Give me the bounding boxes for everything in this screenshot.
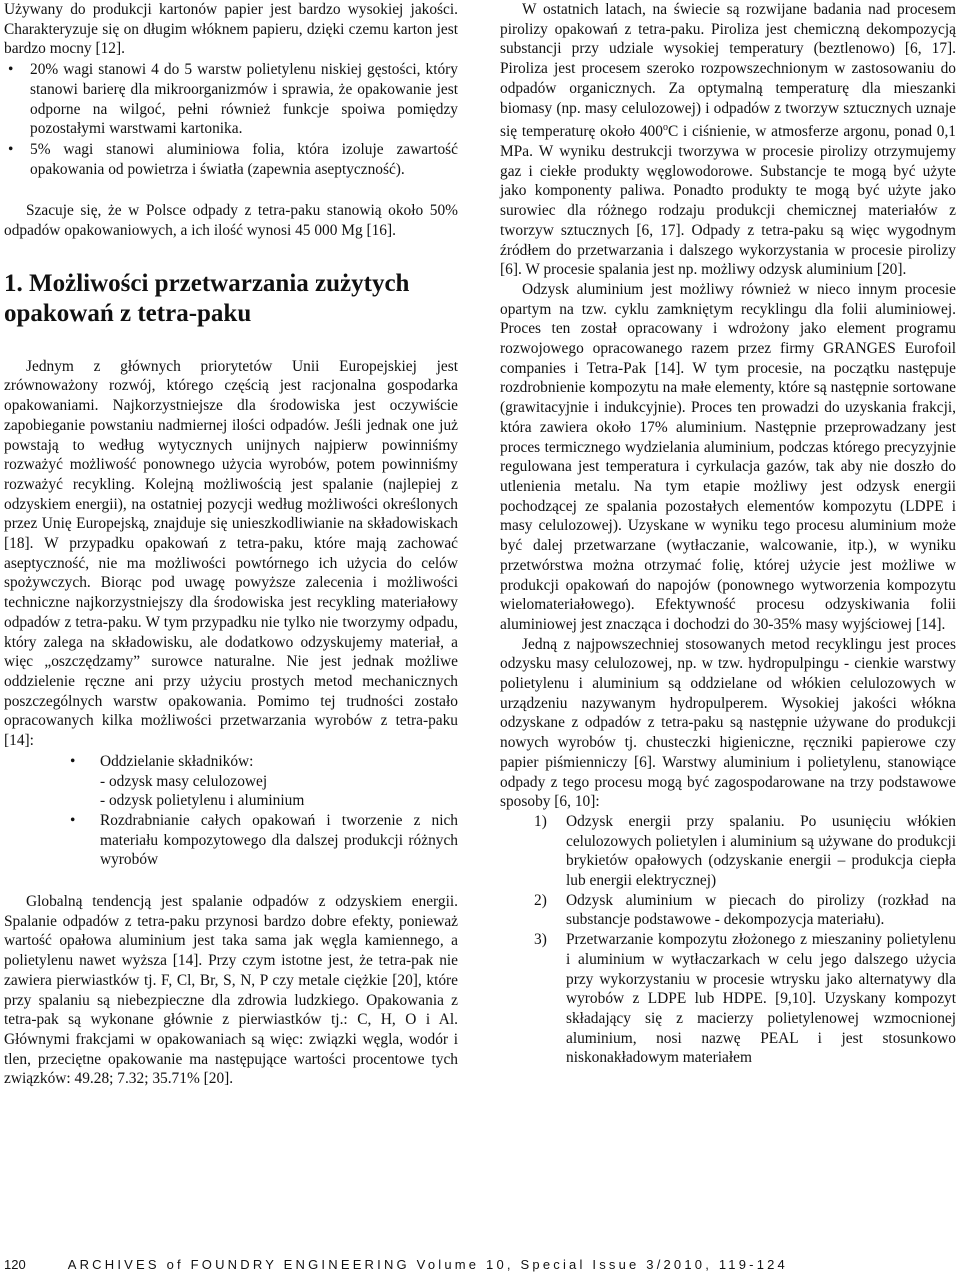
- list-item-text: - odzysk polietylenu i aluminium: [100, 792, 305, 810]
- bullet-icon: •: [70, 811, 76, 829]
- right-column: [500, 0, 956, 1068]
- list-number: 1): [534, 812, 547, 830]
- paragraph-aluminium-recovery: Odzysk aluminium jest możliwy również w nieco innym procesie opartym na tzw. cyklu zamkniętym recyklingu dla folii aluminiowej. Proces ten został opracowany i wdrożony jako element programu rozwojowego opracowanego razem przez firmy GRANGES Eurofoil companies i Tetra-Pak [14]. W tym procesie, na początku następuje rozdrobnienie kompozytu na małe elementy, które są następnie sortowane (grawitacyjnie i indukcyjnie). Proces ten prowadzi do uzyskania frakcji, która zawiera około 17% aluminium. Następnie przeprowadzany jest proces termicznego wydzielania aluminium, podczas którego precyzyjnie regulowana jest temperatura i cyrkulacja gazów, tak aby nie doszło do utlenienia metalu. Na tym etapie możliwy jest odzysk energii pochodzącej ze spalania pozostałych elementów kompozytu (LDPE i masy celulozowej). Uzyskane w wyniku tego procesu aluminium może być dalej przetwarzane (wytłaczanie, walcowanie, itp.), w wyniku przetwórstwa można otrzymać folię, której użycie jest możliwe w produkcji opakowań do napojów (ponownego wytworzenia kompozytu wielomateriałowego). Efektywność procesu odzyskiwania folii aluminiowej jest znacząca i dochodzi do 30-35% masy wyjściowej [14].: [500, 280, 956, 633]
- journal-citation: ARCHIVES of FOUNDRY ENGINEERING Volume 10, Special Issue 3/2010, 119-124: [67, 1257, 788, 1272]
- page-number: 120: [4, 1257, 26, 1272]
- list-item-text: Rozdrabnianie całych opakowań i tworzenie z nich materiału kompozytowego dla dalszej produkcji różnych wyrobów: [100, 811, 458, 869]
- list-item-text: Odzysk energii przy spalaniu. Po usunięciu włókien celulozowych polietylen i aluminium są używane do produkcji brykietów opałowych (odzyskanie energii – produkcja ciepła lub energii elektrycznej): [566, 812, 956, 890]
- list-item: [500, 812, 956, 891]
- section-heading: 1. Możliwości przetwarzania zużytych opakowań z tetra-paku: [4, 269, 410, 327]
- list-item-text: 5% wagi stanowi aluminiowa folia, która izoluje zawartość opakowania od powietrza i światła (zapewnia aseptyczność).: [30, 140, 458, 178]
- paragraph-eu-priorities: Jednym z głównych priorytetów Unii Europejskiej jest zrównoważony rozwój, którego częścią jest racjonalna gospodarka opakowaniami. Najkorzystniejsze dla środowiska jest oczywiście zapobieganie powstaniu nadmiernej ilości odpadów. Jeśli jednak one już powstają to według wytycznych unijnych najpierw powinniśmy rozważyć możliwość ponownego użycia wyrobów, potem powinniśmy rozważyć recykling. Kolejną możliwością jest spalanie (najlepiej z odzyskiem energii), na ostatniej pozycji według możliwości określonych przez Unię Europejską, znajduje się unieszkodliwianie na składowiskach [18]. W przypadku opakowań z tetra-paku, które mają zachować aseptyczność, nie ma możliwości powtórnego ich użycia do celów spożywczych. Biorąc pod uwagę powyższe zalecenia i możliwości techniczne najkorzystniejszy dla środowiska jest recykling materiałowy odpadów z tetra-paku. W tym przypadku nie tylko nie tworzymy odpadu, który zalega na składowisku, ale dodatkowo odzyskujemy materiał, a więc „oszczędzamy” surowce naturalne. Nie jest jednak możliwe oddzielenie ręczne ani przy użyciu prostych metod mechanicznych poszczególnych warstw opakowania. Pomimo tej trudności zostało opracowanych kilka możliwości przetwarzania wyrobów z tetra-paku [14]:: [4, 357, 458, 750]
- bullet-icon: •: [8, 61, 14, 79]
- paragraph-paper-quality: Używany do produkcji kartonów papier jest bardzo wysokiej jakości. Charakteryzuje się on długim włóknem papieru, dzięki czemu karton jest bardzo mocny [12].: [4, 1, 458, 58]
- list-item: [70, 752, 458, 772]
- list-item-text: Oddzielanie składników:: [100, 752, 254, 770]
- bullet-icon: •: [70, 752, 76, 770]
- degree-superscript: o: [662, 122, 668, 134]
- paragraph-pyrolysis: [500, 0, 956, 280]
- bullet-icon: •: [8, 140, 14, 158]
- list-item: [70, 811, 458, 870]
- text-run: C i ciśnienie, w atmosferze argonu, ponad 0,1 MPa. W wyniku destrukcji tworzywa w procesie pirolizy otrzymujemy gaz i ciekłe produkty węglowodorowe. Substancje te mogą być użyte jako komponenty paliwa. Ponadto produkty te mogą być użyte jako surowiec dla różnego rodzaju produkcji chemicznej materiałów z tworzyw sztucznych [6, 17]. Odpady z tetra-paku są więc wygodnym źródłem do przetwarzania i dalszego wykorzystania w procesie pirolizy [6]. W procesie spalania jest np. możliwy odzysk aluminium [20].: [500, 123, 956, 279]
- list-item: [4, 60, 458, 139]
- left-column: [4, 0, 458, 1089]
- list-number: 3): [534, 931, 547, 949]
- list-item: [100, 772, 458, 792]
- waste-methods-list: [500, 812, 956, 1068]
- composition-list: [4, 60, 458, 179]
- paragraph-incineration: Globalną tendencją jest spalanie odpadów z odzyskiem energii. Spalanie odpadów z tetra-paku przynosi bardzo dobre efekty, ponieważ wartość opałowa aluminium jest taka sama jak węgla kamiennego, a polietylenu nawet wyższa [14]. Przy czym istotne jest, że tetra-pak nie zawiera pierwiastków tj. F, Cl, Br, S, N, P czy metale ciężkie [20], które przy spalaniu są niebezpieczne dla zdrowia ludzkiego. Opakowania z tetra-pak są wykonane głównie z pierwiastków tj.: C, H, O i Al. Głównymi frakcjami w opakowaniach są więc: związki węgla, wodór i tlen, przeciętne opakowanie ma następujące wartości procentowe tych związków: 49.28; 7.32; 35.71% [20].: [4, 893, 458, 1088]
- paragraph-hydropulping: Jedną z najpowszechniej stosowanych metod recyklingu jest proces odzysku masy celulozowej, np. w tzw. hydropulpingu - cienkie warstwy polietylenu i aluminium są oddzielane od włókien celulozowych w urządzeniu nazywanym hydropulperem. Wysokiej jakości włókna odzyskane z odpadów z tetra-paku są następnie używane do produkcji nowych wyrobów tj. chusteczki higieniczne, ręczniki papierowe czy papier piśmienniczy [6]. Warstwy aluminium i polietylenu, stanowiące odpady z tego procesu mogą być zagospodarowane na trzy podstawowe sposoby [6, 10]:: [500, 635, 956, 811]
- list-item-text: Odzysk aluminium w piecach do pirolizy (rozkład na substancje podstawowe - dekompozycja materiału).: [566, 891, 956, 929]
- text-run: W ostatnich latach, na świecie są rozwijane badania nad procesem pirolizy opakowań z tetra-paku. Piroliza jest chemiczną dekompozycją substancji przy udziale wysokiej temperatury (beztlenowo) [6, 17]. Piroliza jest procesem szeroko rozpowszechnionym w zastosowaniu do odpadów organicznych. Za optymalną temperaturę dla mieszanki biomasy (np. masy celulozowej) i odpadów z tworzyw sztucznych uznaje się temperaturę około 400: [500, 1, 956, 141]
- list-item-text: - odzysk masy celulozowej: [100, 772, 268, 790]
- list-item-text: Przetwarzanie kompozytu złożonego z mieszaniny polietylenu i aluminium w wytłaczarkach w celu jego dalszego użycia przy wykorzystaniu w procesie wtrysku jako alternatywy dla wyrobów z LDPE lub HDPE. [9,10]. Uzyskany kompozyt składający się z macierzy polietylenowej wzmocnionej aluminium, nosi nazwę PEAL i jest stosunkowo niskonakładowym materiałem: [566, 931, 956, 1067]
- list-item: [4, 140, 458, 179]
- paragraph-poland-waste: Szacuje się, że w Polsce odpady z tetra-paku stanowią około 50% odpadów opakowaniowych, a ich ilość wynosi 45 000 Mg [16].: [4, 202, 458, 240]
- list-number: 2): [534, 891, 547, 909]
- list-item: [500, 930, 956, 1068]
- processing-options-list: [4, 752, 458, 870]
- list-item: [100, 791, 458, 811]
- list-item: [500, 891, 956, 930]
- list-item-text: 20% wagi stanowi 4 do 5 warstw polietylenu niskiej gęstości, który stanowi barierę dla mikroorganizmów i sprawia, że opakowanie jest odporne na wilgoć, pełni również funkcje spoiwa pomiędzy pozostałymi warstwami kartonika.: [30, 61, 458, 138]
- page-footer: [4, 1257, 956, 1272]
